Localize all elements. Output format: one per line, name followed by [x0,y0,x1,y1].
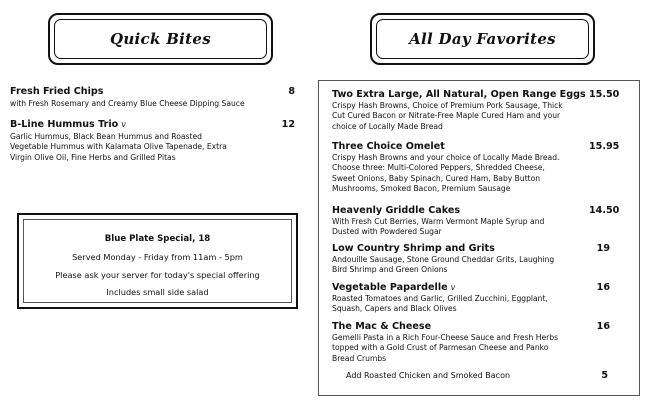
item-price: 15.50 [589,89,620,100]
menu-item-mac-cheese [332,321,624,364]
vegetarian-icon: v [450,283,456,292]
item-price: 15.95 [589,141,620,152]
item-price: 8 [288,86,295,97]
menu-item-shrimp-grits [332,243,624,276]
desc-line: Sweet Onions, Baby Spinach, Cured Ham, Baby Button [332,173,541,183]
item-description: with Fresh Rosemary and Creamy Blue Cheese Dipping Sauce [10,99,245,108]
blue-plate-special-box [17,213,298,309]
item-name: Fresh Fried Chips [10,86,104,97]
desc-line: Vegetable Hummus with Kalamata Olive Tapenade, Extra [10,142,227,152]
item-description [332,255,624,276]
favorites-title: All Day Favorites [409,30,556,48]
desc-line: Roasted Tomatoes and Garlic, Grilled Zucchini, Eggplant, [332,294,548,303]
item-name: Three Choice Omelet [332,141,445,152]
desc-line: Cut Cured Bacon or Nitrate-Free Maple Cured Ham and your [332,111,561,121]
desc-line: Bread Crumbs [332,353,387,363]
item-description [10,132,295,163]
desc-line: Crispy Hash Browns and your choice of Locally Made Bread. [332,153,560,162]
menu-item-omelet [332,141,624,194]
quick-bites-header [48,13,273,65]
desc-line: Mushrooms, Smoked Bacon, Premium Sausage [332,183,511,193]
menu-item-papardelle [332,282,624,315]
item-name: Low Country Shrimp and Grits [332,243,495,254]
menu-item-fresh-fried-chips [10,86,295,109]
desc-line: Crispy Hash Browns, Choice of Premium Pork Sausage, Thick [332,101,563,110]
desc-line: Garlic Hummus, Black Bean Hummus and Roasted [10,132,202,141]
special-line: Please ask your server for today's special offering [55,270,260,280]
desc-line: With Fresh Cut Berries, Warm Vermont Maple Syrup and [332,217,545,226]
item-description [332,101,624,132]
item-name: The Mac & Cheese [332,321,432,332]
item-description [332,333,624,364]
special-title: Blue Plate Special, 18 [104,234,211,244]
addon-price: 5 [601,370,608,381]
addon-label: Add Roasted Chicken and Smoked Bacon [346,371,511,380]
item-description [332,217,624,238]
item-name: Heavenly Griddle Cakes [332,205,461,216]
quick-bites-header-frame [54,19,267,59]
vegetarian-icon: v [121,120,126,129]
special-line: Includes small side salad [106,287,209,297]
favorites-header-frame [376,19,589,59]
desc-line: Andouille Sausage, Stone Ground Cheddar Grits, Laughing [332,255,555,264]
item-price: 14.50 [589,205,620,216]
desc-line: choice of Locally Made Bread [332,121,443,131]
menu-item-griddle-cakes [332,205,624,238]
quick-bites-title: Quick Bites [109,30,211,48]
desc-line: topped with a Gold Crust of Parmesan Cheese and Panko [332,343,549,353]
desc-line: Choose three: Multi-Colored Peppers, Shredded Cheese, [332,163,545,173]
menu-item-hummus-trio [10,119,295,163]
item-description [332,294,624,315]
item-name: B-Line Hummus Trio v [10,119,126,130]
item-price: 19 [596,243,610,254]
item-price: 16 [596,282,610,293]
item-description [332,153,624,194]
special-box-frame [23,219,292,303]
desc-line: Virgin Olive Oil, Fine Herbs and Grilled Pitas [10,152,176,162]
addon-chicken-bacon [346,371,624,381]
desc-line: Dusted with Powdered Sugar [332,227,442,237]
desc-line: Gemelli Pasta in a Rich Four-Cheese Sauce and Fresh Herbs [332,333,559,342]
favorites-header [370,13,595,65]
item-name: Vegetable Papardelle v [332,282,456,293]
desc-line: Squash, Capers and Black Olives [332,304,457,314]
special-line: Served Monday - Friday from 11am - 5pm [72,252,243,262]
desc-line: Bird Shrimp and Green Onions [332,265,448,275]
menu-item-eggs [332,89,624,132]
item-name: Two Extra Large, All Natural, Open Range Eggs [332,89,586,100]
item-price: 12 [281,119,295,130]
item-price: 16 [596,321,610,332]
